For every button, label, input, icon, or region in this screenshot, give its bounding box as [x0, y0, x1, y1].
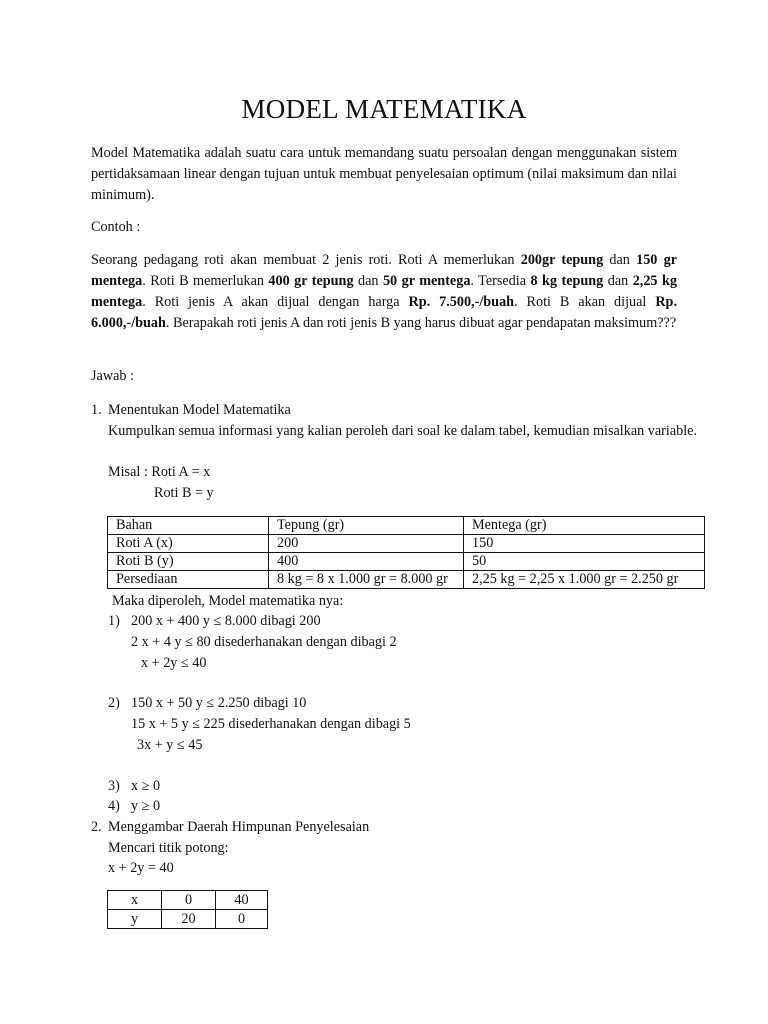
table-header-cell: Mentega (gr): [464, 517, 705, 535]
constraint1-line3: x + 2y ≤ 40: [141, 655, 207, 671]
ingredients-table: [107, 516, 705, 589]
constraint1-line1: 200 x + 400 y ≤ 8.000 dibagi 200: [131, 613, 321, 629]
constraint3-number: 3): [108, 778, 120, 794]
problem-text: dan: [353, 273, 383, 289]
step2-equation: x + 2y = 40: [108, 860, 174, 876]
step1-description: Kumpulkan semua informasi yang kalian peroleh dari soal ke dalam tabel, kemudian misalkan variable.: [108, 423, 697, 439]
jawab-label: Jawab :: [91, 368, 134, 384]
table-cell: y: [108, 910, 162, 929]
table-row: [108, 910, 268, 929]
step2-subheading: Mencari titik potong:: [108, 840, 229, 856]
table-row: [108, 891, 268, 910]
table-row: [108, 571, 705, 589]
table-cell: 200: [269, 535, 464, 553]
table-cell: 20: [162, 910, 216, 929]
constraint2-line3: 3x + y ≤ 45: [137, 737, 203, 753]
constraint4-number: 4): [108, 798, 120, 814]
problem-text: . Berapakah roti jenis A dan roti jenis B yang harus dibuat agar pendapatan maksimum???: [165, 315, 677, 331]
model-intro: Maka diperoleh, Model matematika nya:: [112, 593, 344, 609]
table-header-cell: Bahan: [108, 517, 269, 535]
constraint2-line2: 15 x + 5 y ≤ 225 disederhanakan dengan dibagi 5: [131, 716, 411, 732]
table-cell: Roti A (x): [108, 535, 269, 553]
constraint3-text: x ≥ 0: [131, 778, 161, 794]
problem-bold-text: Rp. 6.000,-/buah: [91, 294, 677, 331]
step2-heading: Menggambar Daerah Himpunan Penyelesaian: [108, 819, 370, 835]
misal-roti-b: Roti B = y: [154, 485, 214, 501]
problem-text: . Tersedia: [470, 273, 531, 289]
constraint1-number: 1): [108, 613, 120, 629]
table-cell: 150: [464, 535, 705, 553]
misal-roti-a: Misal : Roti A = x: [108, 464, 211, 480]
table-row: [108, 553, 705, 571]
constraint1-line2: 2 x + 4 y ≤ 80 disederhanakan dengan dibagi 2: [131, 634, 397, 650]
intercept-table: [107, 890, 268, 929]
table-cell: 8 kg = 8 x 1.000 gr = 8.000 gr: [269, 571, 464, 589]
problem-text: . Roti B memerlukan: [142, 273, 269, 289]
table-cell: 0: [216, 910, 268, 929]
problem-text: dan: [603, 252, 637, 268]
problem-paragraph: [91, 250, 677, 334]
table-cell: 0: [162, 891, 216, 910]
page-title: MODEL MATEMATIKA: [241, 94, 527, 124]
table-row: [108, 535, 705, 553]
table-header-cell: Tepung (gr): [269, 517, 464, 535]
problem-bold-text: 200gr tepung: [520, 252, 604, 268]
problem-bold-text: 2,25 kg mentega: [91, 273, 677, 310]
constraint2-number: 2): [108, 695, 120, 711]
problem-bold-text: 50 gr mentega: [382, 273, 471, 289]
table-cell: x: [108, 891, 162, 910]
contoh-label: Contoh :: [91, 219, 141, 235]
table-cell: 400: [269, 553, 464, 571]
problem-text: . Roti jenis A akan dijual dengan harga: [142, 294, 409, 310]
problem-text: . Roti B akan dijual: [514, 294, 656, 310]
problem-bold-text: Rp. 7.500,-/buah: [408, 294, 515, 310]
intro-paragraph: Model Matematika adalah suatu cara untuk memandang suatu persoalan dengan menggunakan sistem pertidaksamaan linear dengan tujuan untuk membuat penyelesaian optimum (nilai maksimum dan nilai minimum).: [91, 145, 677, 203]
problem-bold-text: 400 gr tepung: [268, 273, 354, 289]
table-cell: 2,25 kg = 2,25 x 1.000 gr = 2.250 gr: [464, 571, 705, 589]
step2-number: 2.: [91, 819, 102, 835]
constraint4-text: y ≥ 0: [131, 798, 161, 814]
constraint2-line1: 150 x + 50 y ≤ 2.250 dibagi 10: [131, 695, 307, 711]
table-header-row: [108, 517, 705, 535]
step1-number: 1.: [91, 402, 102, 418]
problem-text: dan: [603, 273, 633, 289]
table-cell: 40: [216, 891, 268, 910]
table-cell: Roti B (y): [108, 553, 269, 571]
step1-heading: Menentukan Model Matematika: [108, 402, 291, 418]
problem-bold-text: 8 kg tepung: [530, 273, 604, 289]
table-cell: Persediaan: [108, 571, 269, 589]
problem-bold-text: 150 gr mentega: [91, 252, 678, 289]
table-cell: 50: [464, 553, 705, 571]
problem-text: Seorang pedagang roti akan membuat 2 jenis roti. Roti A memerlukan: [91, 252, 521, 268]
